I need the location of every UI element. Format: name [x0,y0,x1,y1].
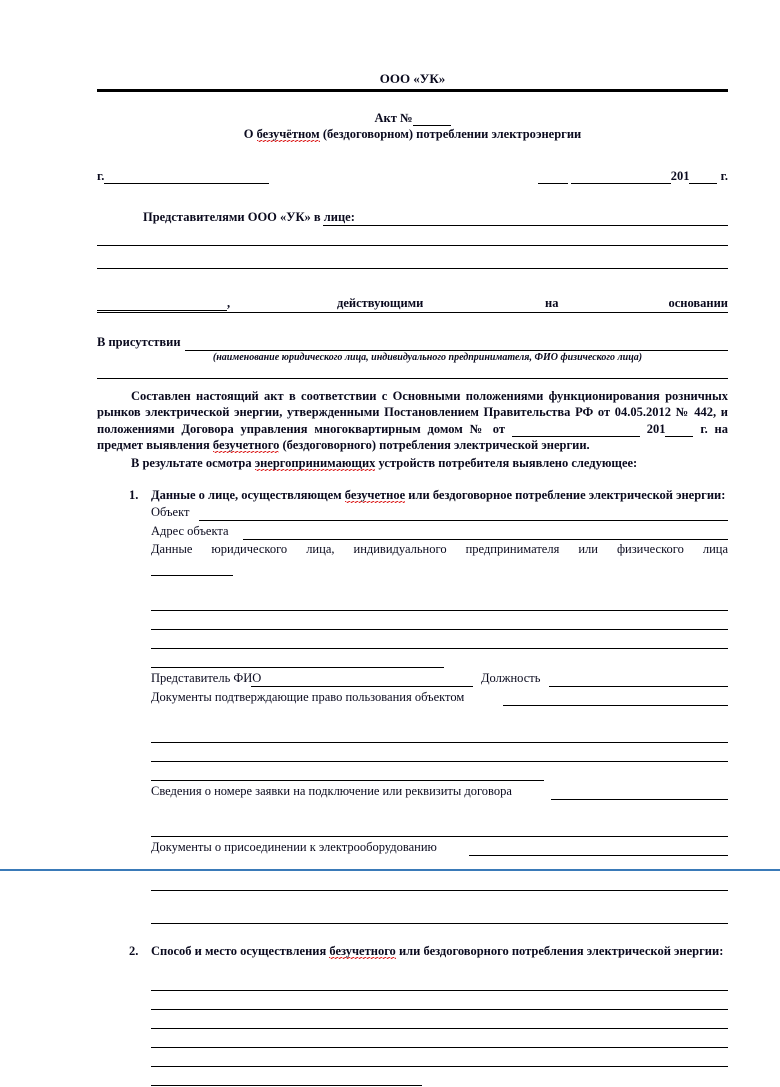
field-application-info-input[interactable] [551,799,728,800]
blank-line-3-input[interactable] [151,648,728,649]
blank-line-1-input[interactable] [151,610,728,611]
year-suffix: г. [720,169,728,183]
representatives-label: Представителями ООО «УК» в лице: [143,210,355,224]
section-2-fields [151,959,728,1087]
contract-month-blank[interactable] [550,420,640,437]
act-number-label: Акт № [374,111,413,125]
year-prefix: 201 [670,169,690,183]
city-date-row [97,164,728,186]
blank-line-10-input[interactable] [151,923,728,924]
field-connection-documents-label: Документы о присоединении к электрооборудованию [151,840,437,854]
section2-line-2-input[interactable] [151,1009,728,1010]
section-1-spellchecked-word: безучетное [344,488,406,502]
field-object [151,503,728,522]
section-1 [97,488,728,503]
blank-line-6-input[interactable] [151,761,728,762]
contract-year-blank[interactable] [665,420,693,437]
blank-line-8-input[interactable] [151,836,728,837]
acting-basis-underline [97,312,728,313]
presence-caption: (наименование юридического лица, индивидуального предпринимателя, ФИО физического лица) [212,352,643,363]
city-field[interactable] [97,168,269,184]
field-entity-data-input-row [151,558,728,577]
main-paragraph-spellchecked-word: безучетного [212,438,280,452]
presence-label: В присутствии [97,335,181,349]
subject-spellchecked-word: безучётном [256,127,320,141]
bottom-separator [0,869,780,871]
result-paragraph [97,455,728,471]
section2-line-3-input[interactable] [151,1028,728,1029]
field-application-info [151,782,728,801]
document-subject-line [97,126,728,142]
section2-line-5-input[interactable] [151,1066,728,1067]
blank-line-1 [151,593,728,612]
section2-line-2 [151,992,728,1011]
representatives-row [97,206,728,227]
main-paragraph-year: 201 [646,422,666,436]
organization-header: ООО «УК» [379,71,446,86]
field-application-info-label: Сведения о номере заявки на подключение или реквизиты договора [151,784,512,798]
section-2-title-c: или бездоговорного потребления электрической энергии: [395,944,724,958]
document-body [97,0,728,1087]
field-position-label: Должность [481,671,541,685]
blank-line-8 [151,819,728,838]
date-field[interactable] [538,168,728,184]
section2-line-5 [151,1049,728,1068]
contract-date-blank[interactable] [512,420,550,437]
header-rule [97,89,728,92]
blank-line-2 [151,612,728,631]
section2-line-4 [151,1030,728,1049]
section-1-fields [151,503,728,925]
field-object-input[interactable] [199,520,728,521]
blank-line-6 [151,744,728,763]
blank-line-3 [151,631,728,650]
blank-line-9 [151,873,728,892]
blank-line-7-input[interactable] [151,780,544,781]
section2-line-1-input[interactable] [151,990,728,991]
blank-line-4-input[interactable] [151,667,444,668]
field-representative-name-input[interactable] [251,686,473,687]
acting-blank[interactable]: , [97,295,230,311]
presence-blank[interactable] [185,350,728,351]
day-blank[interactable] [538,168,568,184]
basis-word: основании [668,296,728,310]
field-position-input[interactable] [549,686,728,687]
result-text-a: В результате осмотра [131,456,255,470]
city-blank[interactable] [104,168,269,184]
section2-line-1 [151,973,728,992]
field-object-address-input[interactable] [243,539,728,540]
field-object-address [151,522,728,541]
field-object-label: Объект [151,505,190,519]
blank-line-9-input[interactable] [151,890,728,891]
main-paragraph-text-d: (бездоговорного) потребления электрической энергии. [279,438,590,452]
main-paragraph [97,388,728,453]
act-number-line [97,110,728,126]
blank-line-2-input[interactable] [151,629,728,630]
field-object-address-label: Адрес объекта [151,524,229,538]
result-spellchecked-word: энергопринимающих [254,456,376,470]
section-2-title [151,944,728,959]
field-entity-data-label: Данные юридического лица, индивидуального предпринимателя или физического лица [151,542,728,556]
field-connection-documents-input[interactable] [469,855,728,856]
field-ownership-documents-label: Документы подтверждающие право пользования объектом [151,690,465,704]
field-ownership-documents-input[interactable] [503,705,728,706]
acting-basis-row [97,291,728,313]
year-blank[interactable] [689,168,717,184]
act-number-blank[interactable] [413,110,451,126]
section2-line-3 [151,1011,728,1030]
section-1-title-a: Данные о лице, осуществляющем [151,488,345,502]
section2-line-6-input[interactable] [151,1085,422,1086]
blank-line-7-mid [151,763,728,782]
main-paragraph-text-a: Составлен настоящий акт в соответствии с Основными положениями функционирования розничных рынков электрической энергии, утвержденными Постановлением Правительства РФ от 04.05.2012 № 442, и положениями Договора управления многоквартирным домом № от [97,389,728,436]
section-1-number: 1. [129,488,139,502]
field-entity-data-input[interactable] [151,575,233,576]
blank-line-5-input[interactable] [151,742,728,743]
document-title-block [97,110,728,142]
main-paragraph-text-b: г. на предмет выявления [97,422,729,452]
section-1-title-c: или бездоговорное потребление электрической энергии: [405,488,726,502]
section-2 [97,944,728,959]
section2-line-4-input[interactable] [151,1047,728,1048]
section-2-number: 2. [129,944,139,958]
field-representative-name-label: Представитель ФИО [151,671,262,685]
field-ownership-documents [151,688,728,707]
field-representative-position [151,669,728,688]
section2-line-6-short [151,1068,728,1087]
subject-prefix: О [243,127,257,141]
blank-line-4-short [151,650,728,669]
presence-row [97,331,728,352]
blank-line-5 [151,725,728,744]
presence-blank-line-2[interactable] [97,378,728,379]
on-word: на [545,296,559,310]
acting-word: действующими [337,296,424,310]
month-blank[interactable] [571,168,671,184]
field-connection-documents [151,838,728,857]
section-2-spellchecked-word: безучетного [329,944,396,958]
section-2-title-a: Способ и место осуществления [151,944,330,958]
subject-suffix: (бездоговорном) потреблении электроэнергии [319,127,582,141]
result-text-c: устройств потребителя выявлено следующее: [375,456,638,470]
blank-line-10 [151,906,728,925]
section-1-title [151,488,728,503]
representatives-blank[interactable] [323,224,728,226]
city-label: г. [97,169,105,183]
